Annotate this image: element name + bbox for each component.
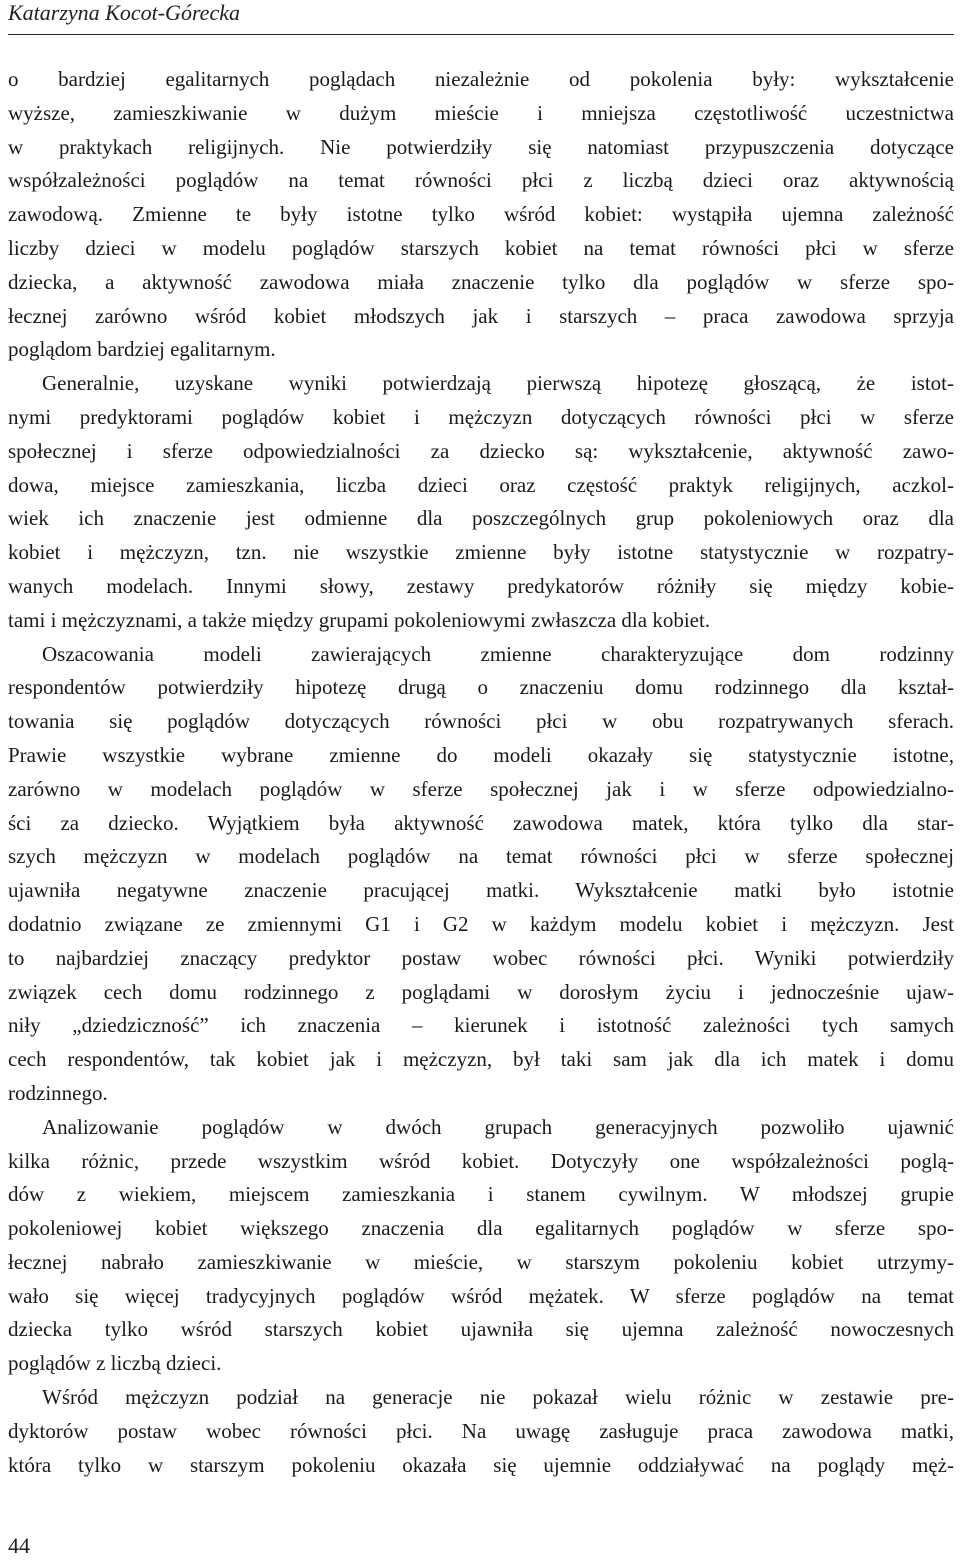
text-line: Analizowanie poglądów w dwóch grupach generacyjnych pozwoliło ujawnić — [42, 1114, 954, 1139]
text-line: która tylko w starszym pokoleniu okazała się ujemnie oddziaływać na poglądy męż- — [8, 1452, 954, 1477]
text-line: dów z wiekiem, miejscem zamieszkania i stanem cywilnym. W młodszej grupie — [8, 1182, 954, 1207]
paragraph — [8, 1111, 954, 1381]
text-line: Prawie wszystkie wybrane zmienne do modeli okazały się statystycznie istotne, — [8, 742, 954, 767]
text-line: wyższe, zamieszkiwanie w dużym mieście i mniejsza częstotliwość uczestnictwa — [8, 100, 954, 125]
paragraph — [8, 638, 954, 1111]
text-line: wiek ich znaczenie jest odmienne dla poszczególnych grup pokoleniowych oraz dla — [8, 506, 954, 531]
text-line: zarówno w modelach poglądów w sferze społecznej jak i w sferze odpowiedzialno- — [8, 776, 954, 801]
text-line: dziecka tylko wśród starszych kobiet ujawniła się ujemna zależność nowoczesnych — [8, 1317, 954, 1342]
text-line: w praktykach religijnych. Nie potwierdziły się natomiast przypuszczenia dotyczące — [8, 134, 954, 159]
text-line: tami i mężczyznami, a także między grupami pokoleniowymi zwłaszcza dla kobiet. — [8, 607, 711, 632]
running-header-author: Katarzyna Kocot-Górecka — [8, 0, 240, 25]
text-line: dyktorów postaw wobec równości płci. Na uwagę zasługuje praca zawodowa matki, — [8, 1418, 954, 1443]
text-line: zawodową. Zmienne te były istotne tylko wśród kobiet: wystąpiła ujemna zależność — [8, 202, 954, 227]
text-line: Wśród mężczyzn podział na generacje nie pokazał wielu różnic w zestawie pre- — [42, 1385, 954, 1410]
text-line: szych mężczyzn w modelach poglądów na temat równości płci w sferze społecznej — [8, 844, 954, 869]
text-line: współzależności poglądów na temat równości płci z liczbą dzieci oraz aktywnością — [8, 168, 954, 193]
text-line: wało się więcej tradycyjnych poglądów wśród mężatek. W sferze poglądów na temat — [8, 1283, 954, 1308]
text-line: o bardziej egalitarnych poglądach niezależnie od pokolenia były: wykształcenie — [8, 67, 954, 91]
text-line: dziecka, a aktywność zawodowa miała znaczenie tylko dla poglądów w sferze spo- — [8, 269, 954, 294]
body-text — [8, 63, 954, 1482]
text-line: towania się poglądów dotyczących równości płci w obu rozpatrywanych sferach. — [8, 709, 954, 734]
paragraph — [8, 63, 954, 367]
running-header — [8, 0, 954, 35]
text-line: rodzinnego. — [8, 1080, 108, 1105]
text-line: nymi predyktorami poglądów kobiet i mężczyzn dotyczących równości płci w sferze — [8, 404, 954, 429]
text-line: ujawniła negatywne znaczenie pracującej matki. Wykształcenie matki było istotnie — [8, 878, 954, 903]
text-line: respondentów potwierdziły hipotezę drugą o znaczeniu domu rodzinnego dla kształ- — [8, 675, 954, 700]
text-line: kilka różnic, przede wszystkim wśród kobiet. Dotyczyły one współzależności poglą- — [8, 1148, 954, 1173]
text-line: cech respondentów, tak kobiet jak i mężczyzn, był taki sam jak dla ich matek i domu — [8, 1047, 954, 1072]
paragraph — [8, 1381, 954, 1482]
text-line: dowa, miejsce zamieszkania, liczba dzieci oraz częstość praktyk religijnych, aczkol- — [8, 472, 954, 497]
text-line: poglądów z liczbą dzieci. — [8, 1351, 222, 1376]
page-number: 44 — [8, 1533, 30, 1558]
text-line: Generalnie, uzyskane wyniki potwierdzają pierwszą hipotezę głoszącą, że istot- — [42, 371, 954, 396]
text-line: to najbardziej znaczący predyktor postaw wobec równości płci. Wyniki potwierdziły — [8, 945, 954, 970]
text-line: dodatnio związane ze zmiennymi G1 i G2 w każdym modelu kobiet i mężczyzn. Jest — [8, 911, 954, 936]
text-line: społecznej i sferze odpowiedzialności za dziecko są: wykształcenie, aktywność zawo- — [8, 438, 954, 463]
text-line: pokoleniowej kobiet większego znaczenia dla egalitarnych poglądów w sferze spo- — [8, 1216, 954, 1241]
text-line: związek cech domu rodzinnego z poglądami w dorosłym życiu i jednocześnie ujaw- — [8, 979, 954, 1004]
text-line: kobiet i mężczyzn, tzn. nie wszystkie zmienne były istotne statystycznie w rozpatry- — [8, 540, 954, 565]
text-line: poglądom bardziej egalitarnym. — [8, 337, 276, 362]
paragraph — [8, 367, 954, 637]
text-line: łecznej zarówno wśród kobiet młodszych jak i starszych – praca zawodowa sprzyja — [8, 303, 954, 328]
text-line: łecznej nabrało zamieszkiwanie w mieście, w starszym pokoleniu kobiet utrzymy- — [8, 1249, 954, 1274]
text-line: ści za dziecko. Wyjątkiem była aktywność zawodowa matek, która tylko dla star- — [8, 810, 954, 835]
text-line: niły „dziedziczność” ich znaczenia – kierunek i istotność zależności tych samych — [8, 1013, 954, 1038]
text-line: liczby dzieci w modelu poglądów starszych kobiet na temat równości płci w sferze — [8, 235, 954, 260]
text-line: wanych modelach. Innymi słowy, zestawy predykatorów różniły się między kobie- — [8, 573, 954, 598]
text-line: Oszacowania modeli zawierających zmienne charakteryzujące dom rodzinny — [42, 641, 954, 666]
